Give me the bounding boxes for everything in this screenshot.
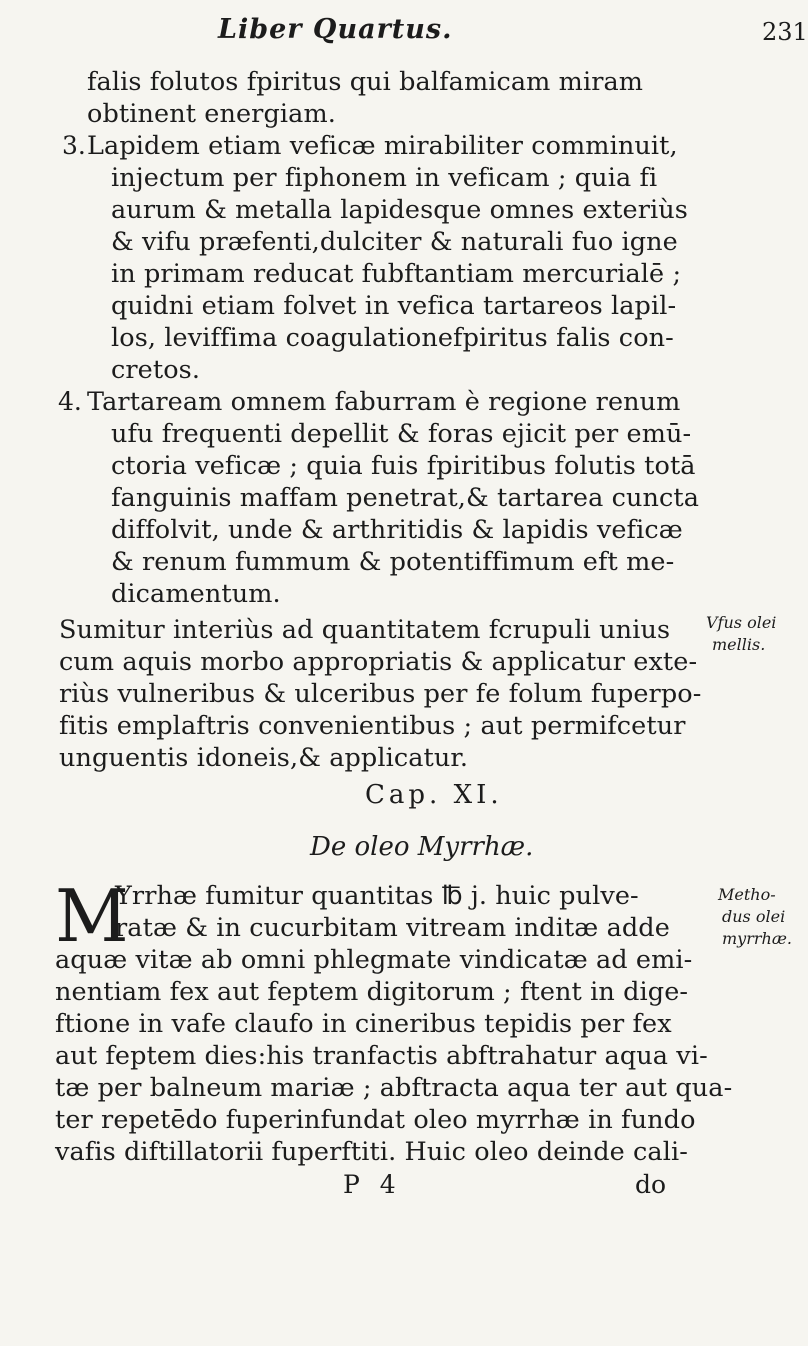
catchword: do — [635, 1170, 667, 1199]
signature-mark: P 4 — [343, 1170, 402, 1199]
text-line: ter repetēdo fuperinfundat oleo myrrhæ in fundo — [55, 1105, 696, 1135]
text-line: riùs vulneribus & ulceribus per fe folum fuperpo- — [59, 679, 702, 709]
text-line: Yrrhæ fumitur quantitas ℔ j. huic pulve- — [115, 881, 639, 911]
text-line: Tartaream omnem faburram è regione renum — [87, 387, 681, 417]
text-line: tæ per balneum mariæ ; abftracta aqua ter aut qua- — [55, 1073, 733, 1103]
margin-note: myrrhæ. — [722, 929, 792, 948]
item-number: 3. — [62, 131, 86, 160]
text-line: ratæ & in cucurbitam vitream inditæ adde — [115, 913, 670, 943]
item-number: 4. — [58, 387, 82, 416]
chapter-heading: Cap. XI. — [365, 780, 503, 810]
text-line: cretos. — [111, 355, 201, 385]
text-line: injectum per fiphonem in veficam ; quia fi — [111, 163, 658, 193]
margin-note: mellis. — [712, 635, 766, 654]
chapter-title: De oleo Myrrhæ. — [310, 832, 534, 862]
margin-note: dus olei — [722, 907, 786, 926]
text-line: aut feptem dies:his tranfactis abftrahatur aqua vi- — [55, 1041, 708, 1071]
text-line: los, leviffima coagulationefpiritus falis con- — [111, 323, 674, 353]
text-line: diffolvit, unde & arthritidis & lapidis veficæ — [111, 515, 683, 545]
text-line: dicamentum. — [111, 579, 281, 609]
text-line: unguentis idoneis,& applicatur. — [59, 743, 469, 773]
margin-note: Metho- — [718, 885, 776, 904]
running-title: Liber Quartus. — [218, 14, 453, 45]
text-line: Sumitur interiùs ad quantitatem fcrupuli unius — [59, 615, 671, 645]
text-line: aquæ vitæ ab omni phlegmate vindicatæ ad emi- — [55, 945, 693, 975]
text-line: ftione in vafe claufo in cineribus tepidis per fex — [55, 1009, 672, 1039]
text-line: fitis emplaftris convenientibus ; aut permifcetur — [59, 711, 686, 741]
text-line: in primam reducat fubftantiam mercurialē ; — [111, 259, 682, 289]
text-line: & renum fummum & potentiffimum eft me- — [111, 547, 675, 577]
text-line: fanguinis maffam penetrat,& tartarea cuncta — [111, 483, 700, 513]
text-line: falis folutos fpiritus qui balfamicam miram — [87, 67, 644, 97]
text-line: & vifu præfenti,dulciter & naturali fuo igne — [111, 227, 678, 257]
drop-cap: M — [55, 874, 129, 958]
margin-note: Vfus olei — [706, 613, 777, 632]
text-line: ufu frequenti depellit & foras ejicit per emū- — [111, 419, 692, 449]
text-line: nentiam fex aut feptem digitorum ; ftent in dige- — [55, 977, 689, 1007]
text-line: ctoria veficæ ; quia fuis fpiritibus folutis totā — [111, 451, 696, 481]
text-line: quidni etiam folvet in vefica tartareos lapil- — [111, 291, 677, 321]
text-line: vafis diftillatorii fuperftiti. Huic oleo deinde cali- — [55, 1137, 688, 1167]
text-line: obtinent energiam. — [87, 99, 336, 129]
page-number: 231 — [762, 18, 808, 46]
text-line: cum aquis morbo appropriatis & applicatur exte- — [59, 647, 698, 677]
text-line: aurum & metalla lapidesque omnes exteriùs — [111, 195, 688, 225]
text-line: Lapidem etiam veficæ mirabiliter comminuit, — [87, 131, 678, 161]
